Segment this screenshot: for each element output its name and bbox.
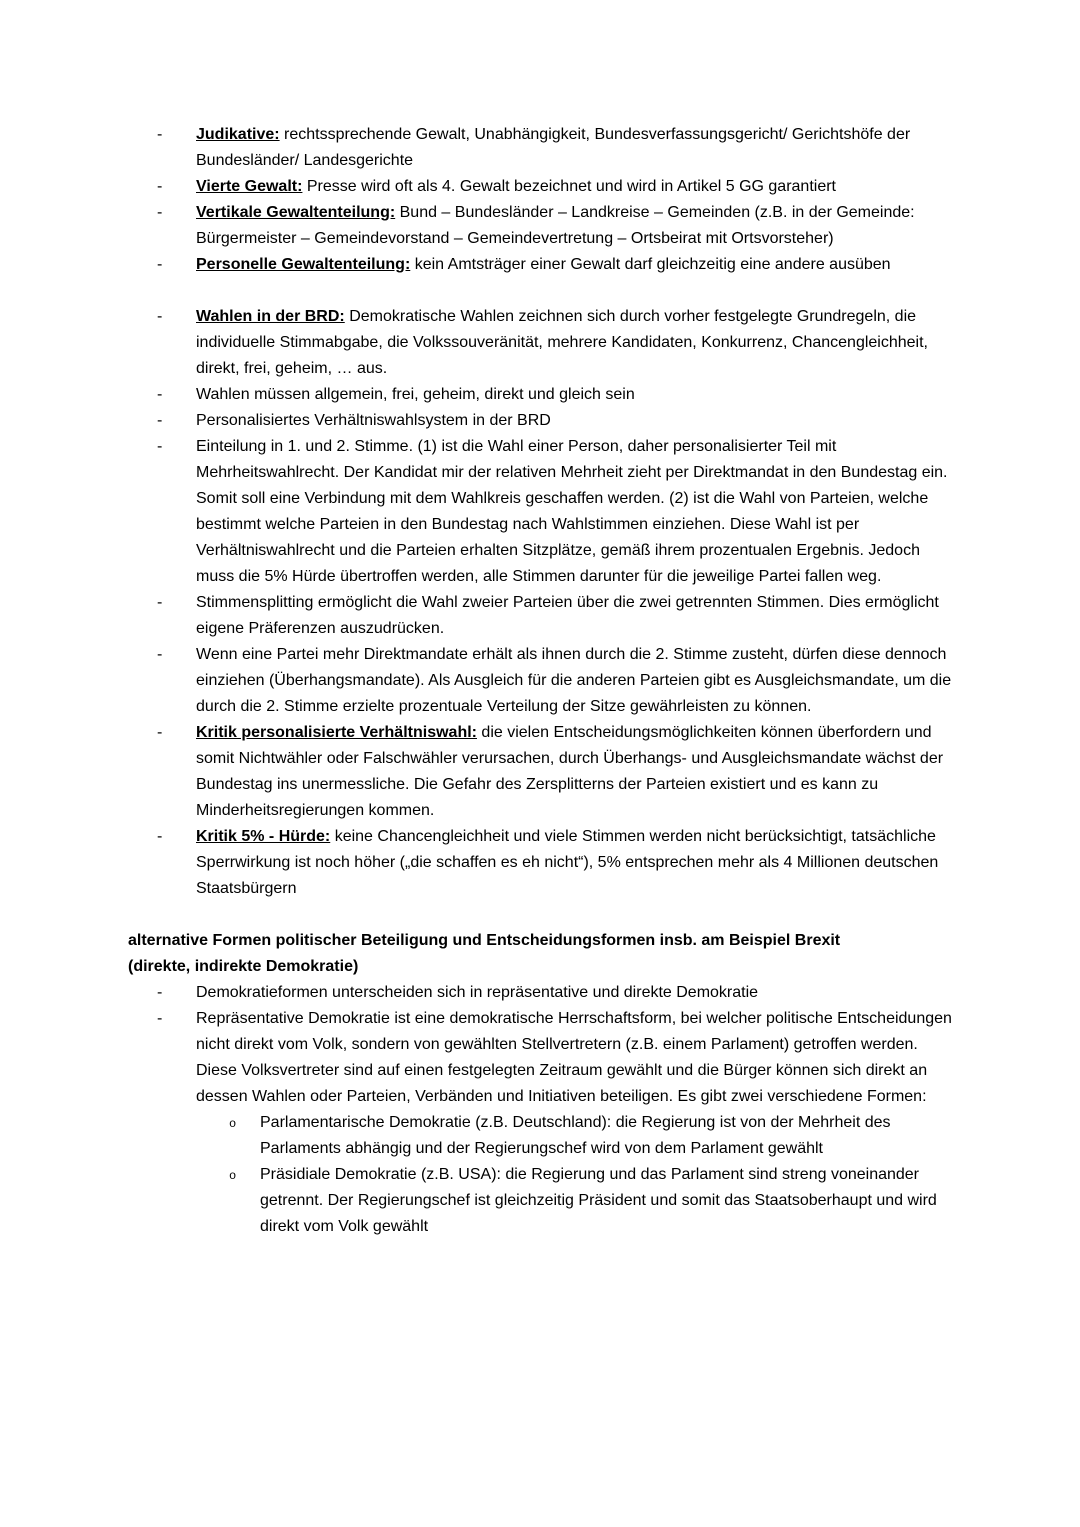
key-term: Personelle Gewaltenteilung: (196, 256, 411, 273)
heading-line-2: (direkte, indirekte Demokratie) (128, 958, 359, 975)
bullet-item (128, 252, 956, 278)
list-wahlen-brd (128, 304, 956, 902)
bullet-marker: o (229, 1117, 237, 1131)
body-text: Stimmensplitting ermöglicht die Wahl zweier Parteien über die zwei getrennten Stimmen. Dies ermöglicht eigene Präferenzen auszudrücken. (196, 594, 939, 637)
body-text: Parlamentarische Demokratie (z.B. Deutschland): die Regierung ist von der Mehrheit des Parlaments abhängig und der Regierungschef wird von dem Parlament gewählt (260, 1114, 891, 1157)
bullet-marker: - (157, 308, 163, 325)
bullet-item (128, 200, 956, 252)
heading-line-1: alternative Formen politischer Beteiligung und Entscheidungsformen insb. am Beispiel Brexit (128, 932, 841, 949)
body-text: rechtssprechende Gewalt, Unabhängigkeit, Bundesverfassungsgericht/ Gerichtshöfe der Bundesländer/ Landesgerichte (196, 126, 911, 169)
bullet-marker: - (157, 386, 163, 403)
section-heading (128, 928, 956, 980)
bullet-item (128, 1006, 956, 1110)
bullet-item (128, 980, 956, 1006)
sub-bullet-item (128, 1110, 956, 1162)
body-text: Bund – Bundesländer – Landkreise – Gemeinden (z.B. in der Gemeinde: Bürgermeister – Gemeindevorstand – Gemeindevertretung – Ortsbeirat mit Ortsvorsteher) (196, 204, 915, 247)
body-text: Presse wird oft als 4. Gewalt bezeichnet und wird in Artikel 5 GG garantiert (302, 178, 836, 195)
body-text: keine Chancengleichheit und viele Stimmen werden nicht berücksichtigt, tatsächliche Sperrwirkung ist noch höher („die schaffen es eh nicht“), 5% entsprechen mehr als 4 Millionen deutschen Staatsbürgern (196, 828, 939, 897)
bullet-marker: - (157, 204, 163, 221)
sub-bullet-item (128, 1162, 956, 1240)
bullet-marker: - (157, 438, 163, 455)
bullet-marker: - (157, 1010, 163, 1027)
key-term: Vierte Gewalt: (196, 178, 303, 195)
body-text: Wahlen müssen allgemein, frei, geheim, direkt und gleich sein (196, 386, 635, 403)
body-text: Personalisiertes Verhältniswahlsystem in der BRD (196, 412, 551, 429)
bullet-marker: - (157, 828, 163, 845)
bullet-item (128, 122, 956, 174)
bullet-item (128, 174, 956, 200)
body-text: kein Amtsträger einer Gewalt darf gleichzeitig eine andere ausüben (410, 256, 891, 273)
bullet-marker: o (229, 1169, 237, 1183)
bullet-item (128, 304, 956, 382)
bullet-item (128, 382, 956, 408)
bullet-marker: - (157, 178, 163, 195)
body-text: die vielen Entscheidungsmöglichkeiten können überfordern und somit Nichtwähler oder Falschwähler verursachen, durch Überhangs- und Ausgleichsmandate wächst der Bundestag ins unermessliche. Die Gefahr des Zersplitterns der Parteien existiert und es kann zu Minderheitsregierungen kommen. (196, 724, 944, 819)
bullet-item (128, 408, 956, 434)
bullet-item (128, 590, 956, 642)
key-term: Kritik personalisierte Verhältniswahl: (196, 724, 477, 741)
bullet-item (128, 720, 956, 824)
bullet-item (128, 434, 956, 590)
body-text: Präsidiale Demokratie (z.B. USA): die Regierung und das Parlament sind streng voneinander getrennt. Der Regierungschef ist gleichzeitig Präsident und somit das Staatsoberhaupt und wird direkt vom Volk gewählt (260, 1166, 937, 1235)
bullet-marker: - (157, 412, 163, 429)
bullet-marker: - (157, 256, 163, 273)
body-text: Einteilung in 1. und 2. Stimme. (1) ist die Wahl einer Person, daher personalisierter Teil mit Mehrheitswahlrecht. Der Kandidat mir der relativen Mehrheit zieht per Direktmandat in den Bundestag ein. Somit soll eine Verbindung mit dem Wahlkreis geschaffen werden. (2) ist die Wahl von Parteien, welche bestimmt welche Parteien in den Bundestag nach Wahlstimmen einziehen. Diese Wahl ist per Verhältniswahlrecht und die Parteien erhalten Sitzplätze, gemäß ihrem prozentualen Ergebnis. Jedoch muss die 5% Hürde übertroffen werden, alle Stimmen darunter für die jeweilige Partei fallen weg. (196, 438, 948, 585)
key-term: Wahlen in der BRD: (196, 308, 345, 325)
bullet-item (128, 642, 956, 720)
bullet-marker: - (157, 594, 163, 611)
bullet-item (128, 824, 956, 902)
body-text: Repräsentative Demokratie ist eine demokratische Herrschaftsform, bei welcher politische Entscheidungen nicht direkt vom Volk, sondern von gewählten Stellvertretern (z.B. einem Parlament) getroffen werden. Diese Volksvertreter sind auf einen festgelegten Zeitraum gewählt und die Bürger können sich direkt an dessen Wahlen oder Parteien, Verbänden und Initiativen beteiligen. Es gibt zwei verschiedene Formen: (196, 1010, 952, 1105)
bullet-marker: - (157, 126, 163, 143)
bullet-marker: - (157, 646, 163, 663)
key-term: Vertikale Gewaltenteilung: (196, 204, 396, 221)
bullet-marker: - (157, 724, 163, 741)
list-gewaltenteilung (128, 122, 956, 278)
bullet-marker: - (157, 984, 163, 1001)
key-term: Judikative: (196, 126, 280, 143)
body-text: Demokratieformen unterscheiden sich in repräsentative und direkte Demokratie (196, 984, 759, 1001)
list-demokratieformen (128, 980, 956, 1240)
key-term: Kritik 5% - Hürde: (196, 828, 331, 845)
body-text: Demokratische Wahlen zeichnen sich durch vorher festgelegte Grundregeln, die individuelle Stimmabgabe, die Volkssouveränität, mehrere Kandidaten, Konkurrenz, Chancengleichheit, direkt, frei, geheim, … aus. (196, 308, 928, 377)
body-text: Wenn eine Partei mehr Direktmandate erhält als ihnen durch die 2. Stimme zusteht, dürfen diese dennoch einziehen (Überhangsmandate). Als Ausgleich für die anderen Parteien gibt es Ausgleichsmandate, um die durch die 2. Stimme erzielte prozentuale Verteilung der Sitze gewährleisten zu können. (196, 646, 952, 715)
